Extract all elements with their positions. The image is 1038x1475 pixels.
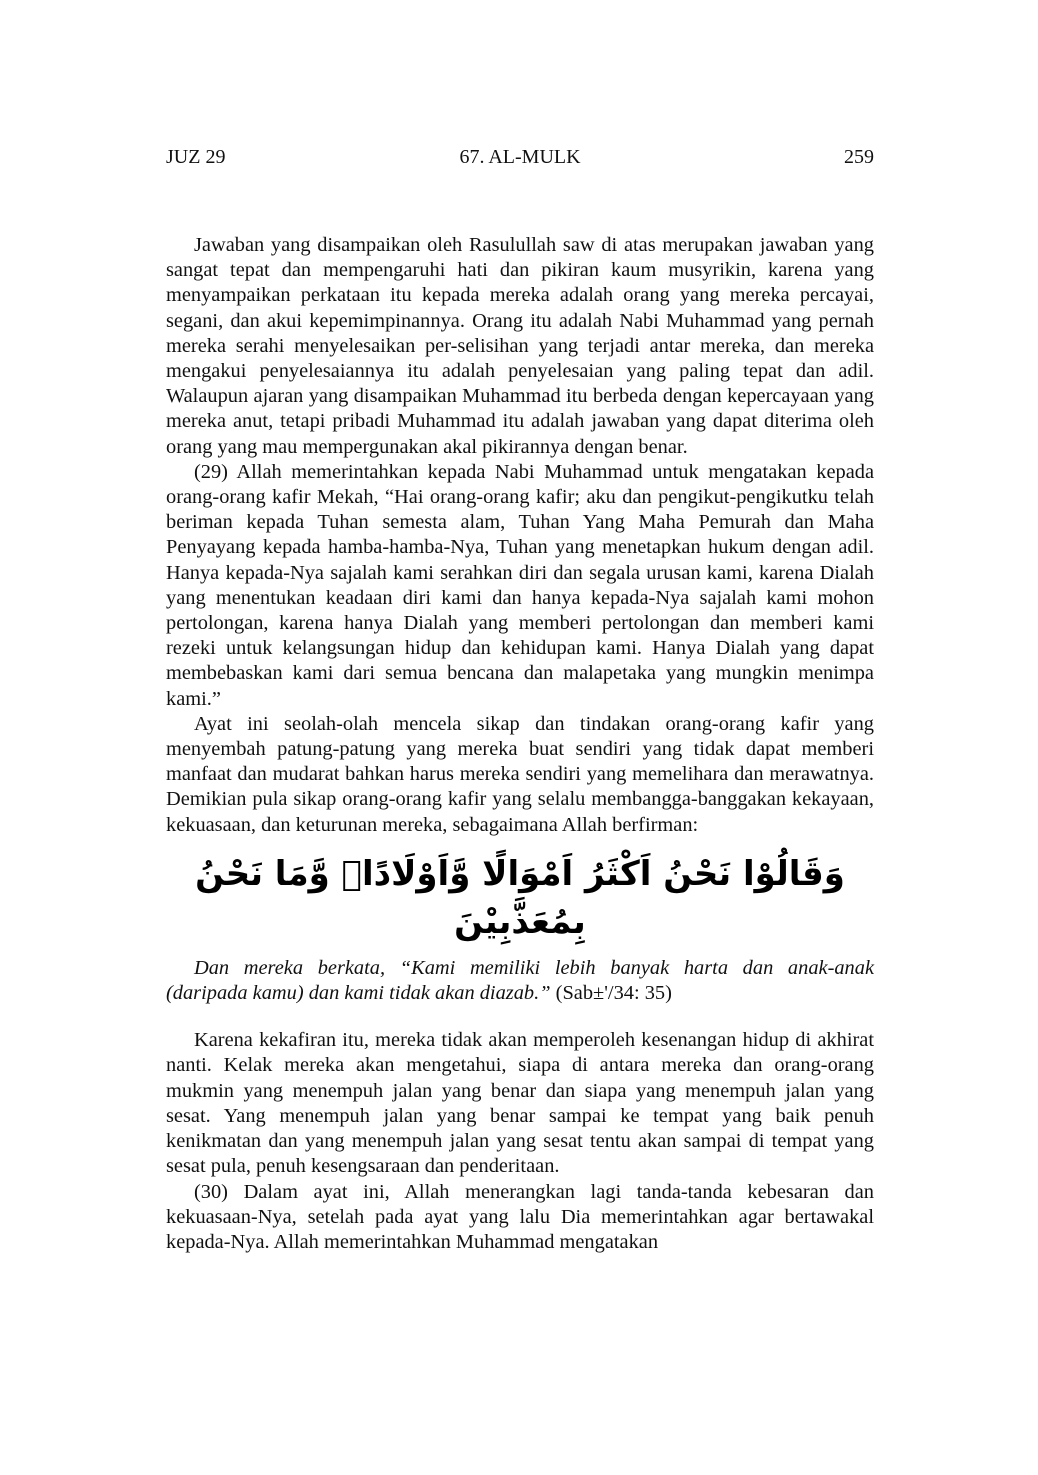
- verse-reference: (Sab±'/34: 35): [555, 982, 672, 1005]
- verse-translation: [166, 956, 874, 1006]
- paragraph: Ayat ini seolah-olah mencela sikap dan tindakan orang-orang kafir yang menyembah patung-patung yang mereka buat sendiri yang tidak dapat memberi manfaat dan mudarat bahkan harus mereka sendiri yang memelihara dan merawatnya. Demikian pula sikap orang-orang kafir yang selalu membangga-banggakan kekayaan, kekuasaan, dan keturunan mereka, sebagaimana Allah berfirman:: [166, 712, 874, 836]
- page-header: [166, 146, 874, 174]
- paragraph: Karena kekafiran itu, mereka tidak akan memperoleh kesenangan hidup di akhirat nanti. Kelak mereka akan mengetahui, siapa di antara mereka dan orang-orang mukmin yang menempuh jalan yang benar dan siapa yang menempuh jalan yang sesat. Yang menempuh jalan yang benar sampai ke tempat yang baik penuh kenikmatan dan yang menempuh jalan yang sesat tentu akan sampai di tempat yang sesat pula, penuh kesengsaraan dan penderitaan.: [166, 1029, 874, 1178]
- page-number: 259: [844, 146, 874, 168]
- surah-title: 67. AL-MULK: [459, 146, 581, 168]
- spacer: [166, 1006, 874, 1028]
- paragraph: Jawaban yang disampaikan oleh Rasulullah saw di atas merupakan jawaban yang sangat tepat dan mempengaruhi hati dan pikiran kaum musyrikin, karena yang menyampaikan perkataan itu kepada mereka adalah orang yang mereka percayai, segani, dan akui kepemimpinannya. Orang itu adalah Nabi Muhammad yang pernah mereka serahi menyelesaikan per-selisihan yang terjadi antar mereka, dan mereka mengakui penyelesaiannya itu adalah penyelesaian yang paling tepat dan adil. Walaupun ajaran yang disampaikan Muhammad itu berbeda dengan kepercayaan yang mereka anut, tetapi pribadi Muhammad itu adalah jawaban yang dapat diterima oleh orang yang mau mempergunakan akal pikirannya dengan benar.: [166, 234, 874, 458]
- page-body: [166, 233, 874, 1255]
- arabic-verse: وَقَالُوْا نَحْنُ اَكْثَرُ اَمْوَالًا وَّاَوْلَادًاۙ وَّمَا نَحْنُ بِمُعَذَّبِيْنَ: [195, 853, 845, 942]
- paragraph: (30) Dalam ayat ini, Allah menerangkan lagi tanda-tanda kebesaran dan kekuasaan-Nya, setelah pada ayat yang lalu Dia memerintahkan agar bertawakal kepada-Nya. Allah memerintahkan Muhammad mengatakan: [166, 1180, 874, 1253]
- translation-text: Dan mereka berkata, “Kami memiliki lebih banyak harta dan anak-anak (daripada kamu) dan kami tidak akan diazab.”: [166, 956, 874, 1005]
- paragraph: (29) Allah memerintahkan kepada Nabi Muhammad untuk mengatakan kepada orang-orang kafir Mekah, “Hai orang-orang kafir; aku dan pengikut-pengikutku telah beriman kepada Tuhan semesta alam, Tuhan Yang Maha Pemurah dan Maha Penyayang kepada hamba-hamba-Nya, Tuhan yang menetapkan hukum dengan adil. Hanya kepada-Nya sajalah kami serahkan diri dan segala urusan kami, karena Dialah yang menentukan keadaan diri kami dan hanya kepada-Nya sajalah kami mohon pertolongan, karena hanya Dialah yang memberi pertolongan dan memberi kami rezeki untuk kelangsungan hidup dan kehidupan kami. Hanya Dialah yang dapat membebaskan kami dari semua bencana dan malapetaka yang mungkin menimpa kami.”: [166, 460, 874, 710]
- juz-label: JUZ 29: [166, 146, 226, 168]
